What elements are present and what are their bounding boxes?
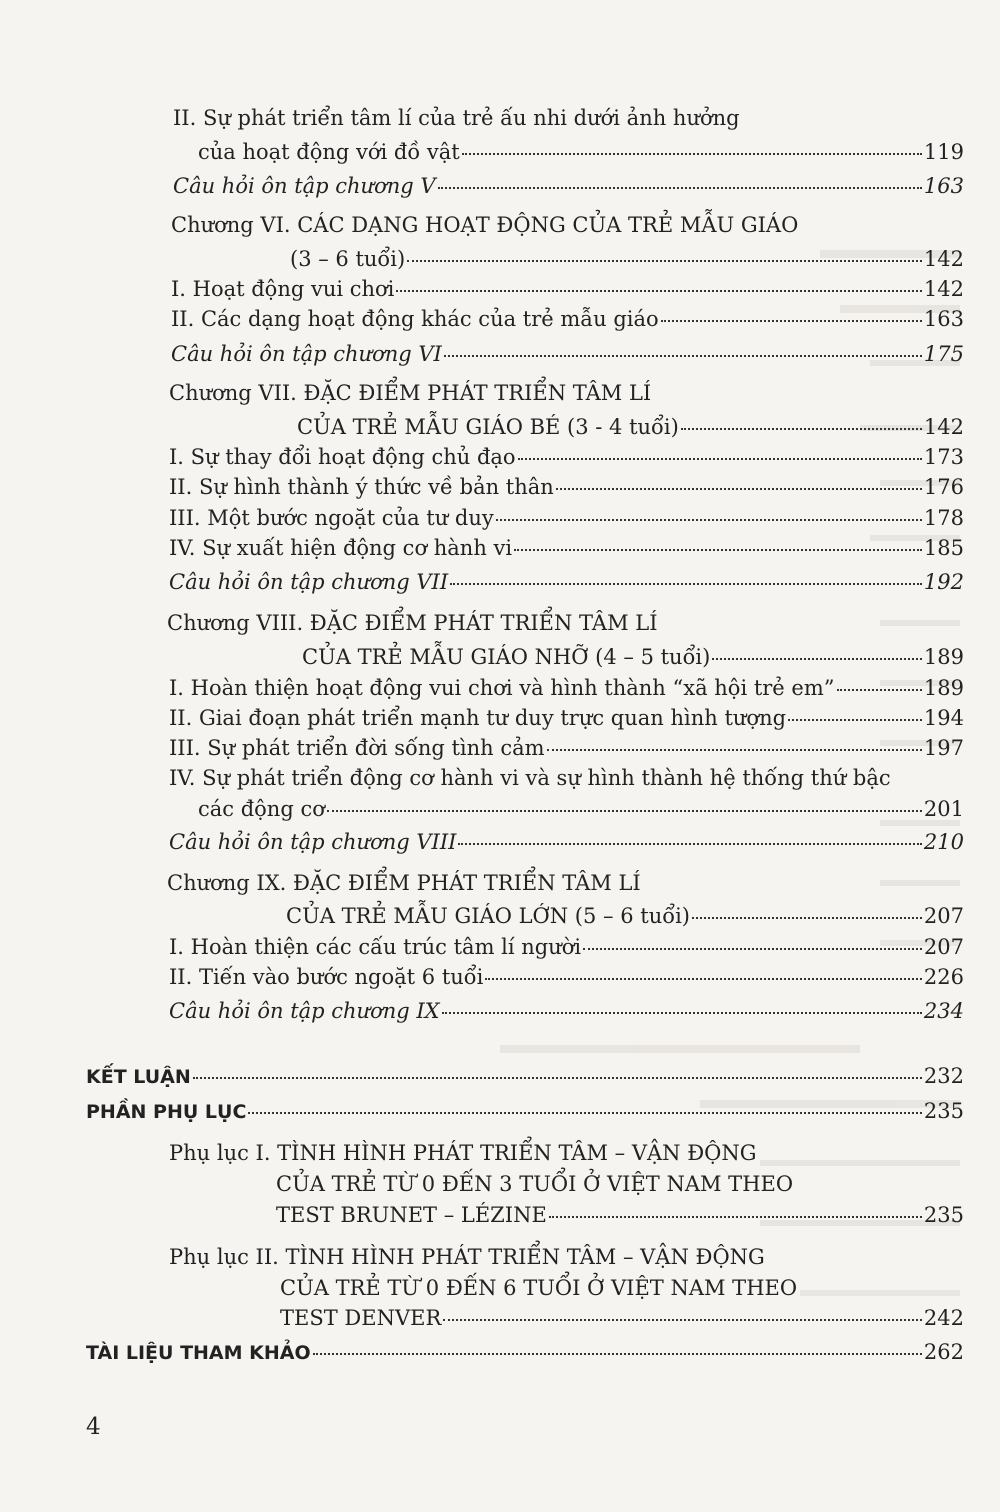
toc-entry[interactable] [169, 536, 964, 560]
dot-leader [407, 260, 922, 262]
toc-entry-text: CỦA TRẺ MẪU GIÁO BÉ (3 - 4 tuổi) [297, 415, 679, 439]
toc-entry[interactable] [290, 247, 964, 271]
toc-entry-text: I. Sự thay đổi hoạt động chủ đạo [169, 445, 516, 469]
toc-entry-text: PHẦN PHỤ LỤC [86, 1101, 247, 1123]
toc-entry-text: các động cơ [198, 797, 325, 821]
toc-entry[interactable] [280, 1306, 964, 1330]
toc-entry-text: KẾT LUẬN [86, 1066, 191, 1088]
page-number: 4 [86, 1414, 101, 1440]
dot-leader [547, 749, 922, 751]
appendix-heading: Phụ lục I. TÌNH HÌNH PHÁT TRIỂN TÂM – VẬN ĐỘNG [169, 1141, 757, 1165]
toc-page-number: 226 [923, 965, 964, 989]
toc-entry[interactable] [169, 445, 964, 469]
toc-page-number: 235 [923, 1099, 964, 1123]
toc-entry[interactable] [169, 506, 964, 530]
toc-page-number: 234 [923, 999, 964, 1023]
appendix-heading: Phụ lục II. TÌNH HÌNH PHÁT TRIỂN TÂM – VẬN ĐỘNG [169, 1245, 765, 1269]
toc-entry[interactable] [169, 706, 964, 730]
toc-entry[interactable] [86, 1064, 964, 1089]
toc-page-number: 189 [923, 676, 964, 700]
toc-entry[interactable] [198, 140, 964, 164]
toc-entry[interactable] [276, 1203, 964, 1227]
toc-entry-text: IV. Sự phát triển động cơ hành vi và sự hình thành hệ thống thứ bậc [169, 766, 891, 790]
toc-page-number: 192 [923, 570, 964, 594]
toc-entry[interactable] [169, 965, 964, 989]
dot-leader [444, 355, 922, 357]
toc-entry-text: IV. Sự xuất hiện động cơ hành vi [169, 536, 513, 560]
dot-leader [450, 583, 922, 585]
toc-page-number: 119 [923, 140, 964, 164]
dot-leader [496, 519, 922, 521]
toc-entry[interactable] [169, 935, 964, 959]
toc-page-number: 207 [923, 935, 964, 959]
toc-entry[interactable] [302, 645, 964, 669]
toc-entry[interactable] [171, 307, 964, 331]
toc-page-number: 142 [923, 415, 964, 439]
toc-page-number: 189 [923, 645, 964, 669]
dot-leader [518, 458, 922, 460]
dot-leader [837, 689, 922, 691]
dot-leader [443, 1319, 922, 1321]
toc-page-number: 163 [923, 307, 964, 331]
toc-entry-text: I. Hoàn thiện các cấu trúc tâm lí người [169, 935, 582, 959]
dot-leader [485, 978, 922, 980]
toc-entry-text: TÀI LIỆU THAM KHẢO [86, 1342, 311, 1364]
toc-entry-text: III. Sự phát triển đời sống tình cảm [169, 736, 545, 760]
toc-page-number: 142 [923, 277, 964, 301]
toc-entry[interactable] [198, 797, 964, 821]
toc-page-number: 194 [923, 706, 964, 730]
toc-page-number: 142 [923, 247, 964, 271]
toc-page-number: 232 [923, 1064, 964, 1088]
toc-entry-text: của hoạt động với đồ vật [198, 140, 460, 164]
toc-page-number: 178 [923, 506, 964, 530]
toc-page-number: 163 [923, 174, 964, 198]
toc-entry[interactable] [169, 475, 964, 499]
toc-entry-text: I. Hoàn thiện hoạt động vui chơi và hình thành “xã hội trẻ em” [169, 676, 835, 700]
toc-page-number: 210 [923, 830, 964, 854]
toc-entry-text: III. Một bước ngoặt của tư duy [169, 506, 494, 530]
dot-leader [583, 948, 922, 950]
toc-entry-text: Câu hỏi ôn tập chương IX [169, 999, 440, 1023]
chapter-heading: Chương IX. ĐẶC ĐIỂM PHÁT TRIỂN TÂM LÍ [167, 871, 641, 895]
toc-entry[interactable] [169, 830, 964, 854]
dot-leader [438, 187, 922, 189]
dot-leader [462, 153, 922, 155]
dot-leader [193, 1077, 922, 1079]
toc-entry-text: II. Sự hình thành ý thức về bản thân [169, 475, 554, 499]
dot-leader [712, 658, 922, 660]
toc-entry-text: CỦA TRẺ TỪ 0 ĐẾN 6 TUỔI Ở VIỆT NAM THEO [280, 1276, 798, 1300]
toc-entry-text: (3 – 6 tuổi) [290, 247, 406, 271]
dot-leader [692, 917, 922, 919]
dot-leader [661, 320, 922, 322]
toc-entry-text: Câu hỏi ôn tập chương VII [169, 570, 449, 594]
toc-page-number: 173 [923, 445, 964, 469]
toc-entry-text: TEST DENVER [280, 1306, 442, 1330]
toc-entry[interactable] [86, 1340, 964, 1365]
toc-entry[interactable] [169, 570, 964, 594]
toc-entry[interactable] [173, 174, 964, 198]
toc-entry-text: I. Hoạt động vui chơi [171, 277, 395, 301]
toc-entry-text: Câu hỏi ôn tập chương VIII [169, 830, 457, 854]
toc-page-number: 201 [923, 797, 964, 821]
toc-entry[interactable] [169, 736, 964, 760]
toc-entry-text: II. Tiến vào bước ngoặt 6 tuổi [169, 965, 484, 989]
dot-leader [396, 290, 922, 292]
dot-leader [549, 1216, 922, 1218]
dot-leader [458, 843, 921, 845]
toc-entry[interactable] [171, 277, 964, 301]
toc-page-number: 175 [923, 342, 964, 366]
dot-leader [327, 810, 922, 812]
toc-page-number: 185 [923, 536, 964, 560]
toc-entry-text: TEST BRUNET – LÉZINE [276, 1203, 547, 1227]
toc-entry[interactable] [286, 904, 964, 928]
chapter-heading: Chương VI. CÁC DẠNG HOẠT ĐỘNG CỦA TRẺ MẪU GIÁO [171, 213, 799, 237]
dot-leader [556, 488, 922, 490]
toc-entry[interactable] [86, 1099, 964, 1124]
toc-entry-text: CỦA TRẺ MẪU GIÁO LỚN (5 – 6 tuổi) [286, 904, 690, 928]
toc-entry[interactable] [169, 676, 964, 700]
dot-leader [442, 1012, 922, 1014]
toc-entry-text: II. Các dạng hoạt động khác của trẻ mẫu giáo [171, 307, 659, 331]
toc-entry-text: II. Sự phát triển tâm lí của trẻ ấu nhi dưới ảnh hưởng [173, 106, 740, 130]
dot-leader [313, 1353, 922, 1355]
toc-page-number: 176 [923, 475, 964, 499]
toc-page-number: 262 [923, 1340, 964, 1364]
toc-entry-text: Câu hỏi ôn tập chương VI [171, 342, 442, 366]
toc-page-number: 197 [923, 736, 964, 760]
toc-entry[interactable] [169, 999, 964, 1023]
toc-entry-text: II. Giai đoạn phát triển mạnh tư duy trực quan hình tượng [169, 706, 787, 730]
dot-leader [514, 549, 922, 551]
chapter-heading: Chương VIII. ĐẶC ĐIỂM PHÁT TRIỂN TÂM LÍ [167, 611, 658, 635]
toc-entry[interactable] [171, 342, 964, 366]
dot-leader [681, 428, 922, 430]
toc-entry-text: CỦA TRẺ TỪ 0 ĐẾN 3 TUỔI Ở VIỆT NAM THEO [276, 1172, 794, 1196]
toc-page-number: 242 [923, 1306, 964, 1330]
chapter-heading: Chương VII. ĐẶC ĐIỂM PHÁT TRIỂN TÂM LÍ [169, 381, 652, 405]
toc-page-number: 207 [923, 904, 964, 928]
toc-entry-text: CỦA TRẺ MẪU GIÁO NHỠ (4 – 5 tuổi) [302, 645, 711, 669]
dot-leader [788, 719, 922, 721]
toc-page-number: 235 [923, 1203, 964, 1227]
toc-entry-text: Câu hỏi ôn tập chương V [173, 174, 436, 198]
toc-entry[interactable] [297, 415, 964, 439]
dot-leader [248, 1112, 922, 1114]
